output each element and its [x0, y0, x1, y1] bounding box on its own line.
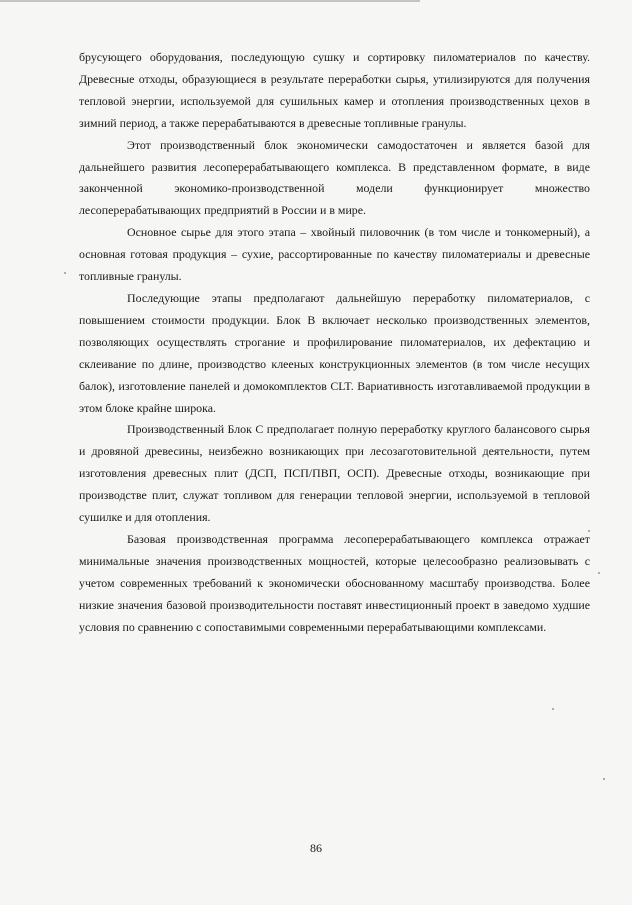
paragraph-5: Производственный Блок С предполагает полную переработку круглого балансового сырья и дровяной древесины, неизбежно возникающих при лесозаготовительной деятельности, путем изготовления древесных плит (ДСП, ПСП/ПВП, ОСП). Древесные отходы, возникающие при производстве плит, служат топливом для генерации тепловой энергии, используемой в тепловой сушилке и для отопления. [79, 422, 590, 525]
scan-speck [552, 708, 554, 710]
scan-speck [603, 778, 605, 780]
scan-speck [588, 530, 590, 532]
paragraph-3: Основное сырье для этого этапа – хвойный пиловочник (в том числе и тонкомерный), а основная готовая продукция – сухие, рассортированные по качеству пиломатериалы и древесные топливные гранулы. [79, 225, 590, 284]
document-body [79, 47, 590, 638]
paragraph-2: Этот производственный блок экономически самодостаточен и является базой для дальнейшего развития лесоперерабатывающего комплекса. В представленном формате, в виде законченной экономико-производственной модели функционирует множество лесоперерабатывающих предприятий в России и в мире. [79, 137, 590, 218]
scan-speck [64, 272, 66, 274]
page-number: 86 [310, 841, 322, 855]
paragraph-6: Базовая производственная программа лесоперерабатывающего комплекса отражает минимальные значения производственных мощностей, которые целесообразно реализовывать с учетом современных требований к экономически обоснованному масштабу производства. Более низкие значения базовой производительности поставят инвестиционный проект в заведомо худшие условия по сравнению с сопоставимыми современными перерабатывающими комплексами. [79, 531, 590, 634]
paragraph-4: Последующие этапы предполагают дальнейшую переработку пиломатериалов, с повышением стоимости продукции. Блок В включает несколько производственных элементов, позволяющих осуществлять строгание и профилирование пиломатериалов, их дефектацию и склеивание по длине, производство клееных конструкционных элементов (в том числе несущих балок), изготовление панелей и домокомплектов CLT. Вариативность изготавливаемой продукции в этом блоке крайне широка. [79, 290, 590, 415]
paragraph-1: брусующего оборудования, последующую сушку и сортировку пиломатериалов по качеству. Древесные отходы, образующиеся в результате переработки сырья, утилизируются для получения тепловой энергии, используемой для сушильных камер и отопления производственных цехов в зимний период, а также перерабатываются в древесные топливные гранулы. [79, 50, 590, 130]
scan-edge-line [0, 0, 420, 2]
scan-speck [598, 572, 600, 574]
